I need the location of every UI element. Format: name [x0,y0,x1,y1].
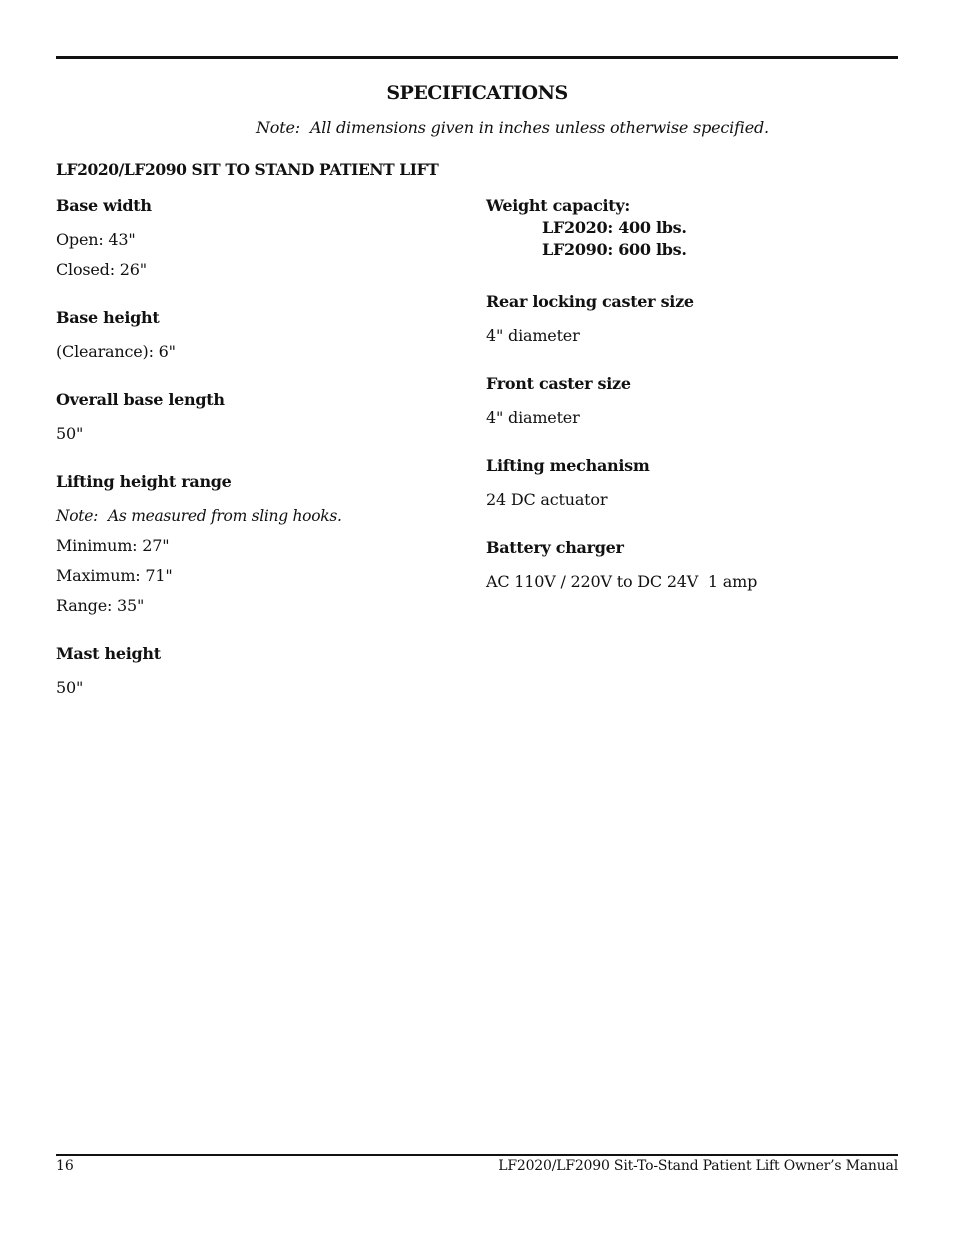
spec-note [56,501,456,531]
top-rule [56,56,898,59]
spec-value: 24 DC actuator [486,490,608,509]
spec-value: 50" [56,424,84,443]
spec-mast-height [56,643,456,703]
spec-front-caster [486,373,898,433]
bottom-rule [56,1154,898,1156]
dimensions-note [256,118,769,137]
spec-value: Open: 43" [56,230,136,249]
spec-heading: Front caster size [486,374,631,393]
note-label: Note: [256,118,300,137]
spec-heading: Lifting height range [56,472,232,491]
spec-heading: Battery charger [486,538,624,557]
spec-value: (Clearance): 6" [56,342,176,361]
page-title: SPECIFICATIONS [386,82,568,104]
spec-value: Maximum: 71" [56,566,173,585]
spec-value: Range: 35" [56,596,145,615]
spec-value: Closed: 26" [56,260,147,279]
product-title: LF2020/LF2090 SIT TO STAND PATIENT LIFT [56,160,439,179]
spec-lifting-mechanism [486,455,898,515]
spec-value: AC 110V / 220V to DC 24V 1 amp [486,572,758,591]
spec-overall-base-length [56,389,456,449]
spec-base-height [56,307,456,367]
spec-heading: Lifting mechanism [486,456,650,475]
spec-value: LF2090: 600 lbs. [542,240,687,259]
spec-value: 50" [56,678,84,697]
right-column [486,195,898,619]
spec-heading: Base height [56,308,160,327]
spec-battery-charger [486,537,898,597]
note-label: Note: [56,507,99,525]
note-text: All dimensions given in inches unless otherwise specified. [309,118,769,137]
spec-heading: Base width [56,196,152,215]
footer-manual-title: LF2020/LF2090 Sit-To-Stand Patient Lift Owner’s Manual [498,1158,898,1174]
spec-heading: Overall base length [56,390,225,409]
spec-value: 4" diameter [486,326,580,345]
spec-value: Minimum: 27" [56,536,170,555]
note-text: As measured from sling hooks. [108,507,342,525]
spec-weight-capacity [486,195,898,261]
spec-heading: Mast height [56,644,161,663]
spec-heading: Weight capacity: [486,196,630,215]
spec-lifting-height-range [56,471,456,621]
spec-base-width [56,195,456,285]
spec-value: 4" diameter [486,408,580,427]
spec-rear-caster [486,291,898,351]
left-column [56,195,456,725]
spec-value: LF2020: 400 lbs. [542,218,687,237]
spec-heading: Rear locking caster size [486,292,694,311]
page-number: 16 [56,1158,74,1174]
